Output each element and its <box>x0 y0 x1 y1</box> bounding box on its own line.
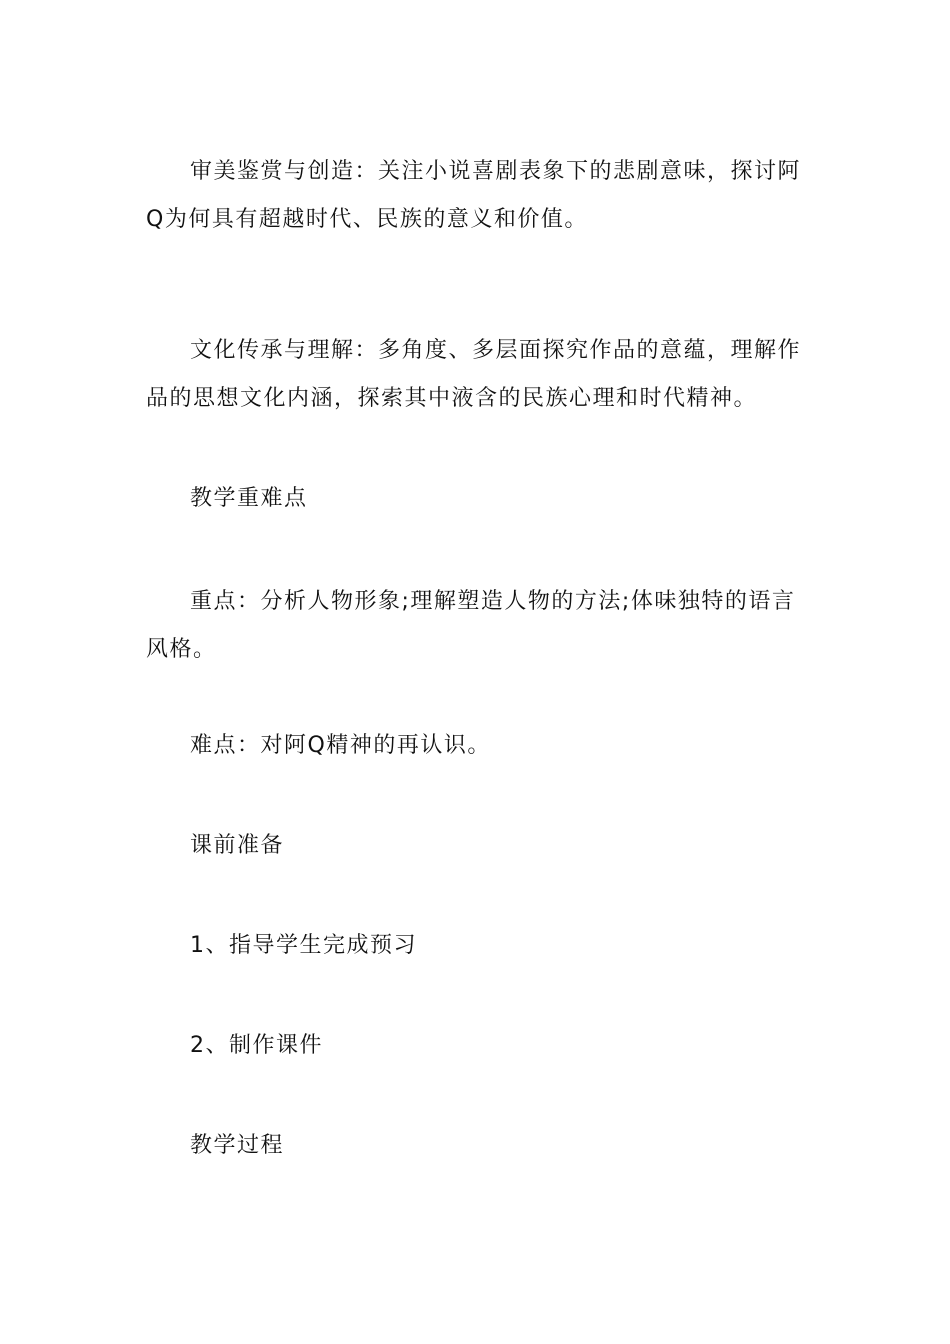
list-item-courseware: 2、制作课件 <box>190 1033 323 1058</box>
paragraph-aesthetic-appreciation: 审美鉴赏与创造：关注小说喜剧表象下的悲剧意味，探讨阿Q为何具有超越时代、民族的意义和价值。 <box>146 159 802 232</box>
heading-preparation: 课前准备 <box>190 833 285 858</box>
paragraph-cultural-heritage: 文化传承与理解：多角度、多层面探究作品的意蕴，理解作品的思想文化内涵，探索其中液含的民族心理和时代精神。 <box>146 338 802 411</box>
heading-key-difficult-points: 教学重难点 <box>190 486 308 511</box>
paragraph-key-points: 重点：分析人物形象;理解塑造人物的方法;体味独特的语言风格。 <box>146 589 796 662</box>
paragraph-difficult-points: 难点：对阿Q精神的再认识。 <box>190 733 491 758</box>
list-item-preview: 1、指导学生完成预习 <box>190 933 417 958</box>
heading-teaching-process: 教学过程 <box>190 1133 285 1158</box>
